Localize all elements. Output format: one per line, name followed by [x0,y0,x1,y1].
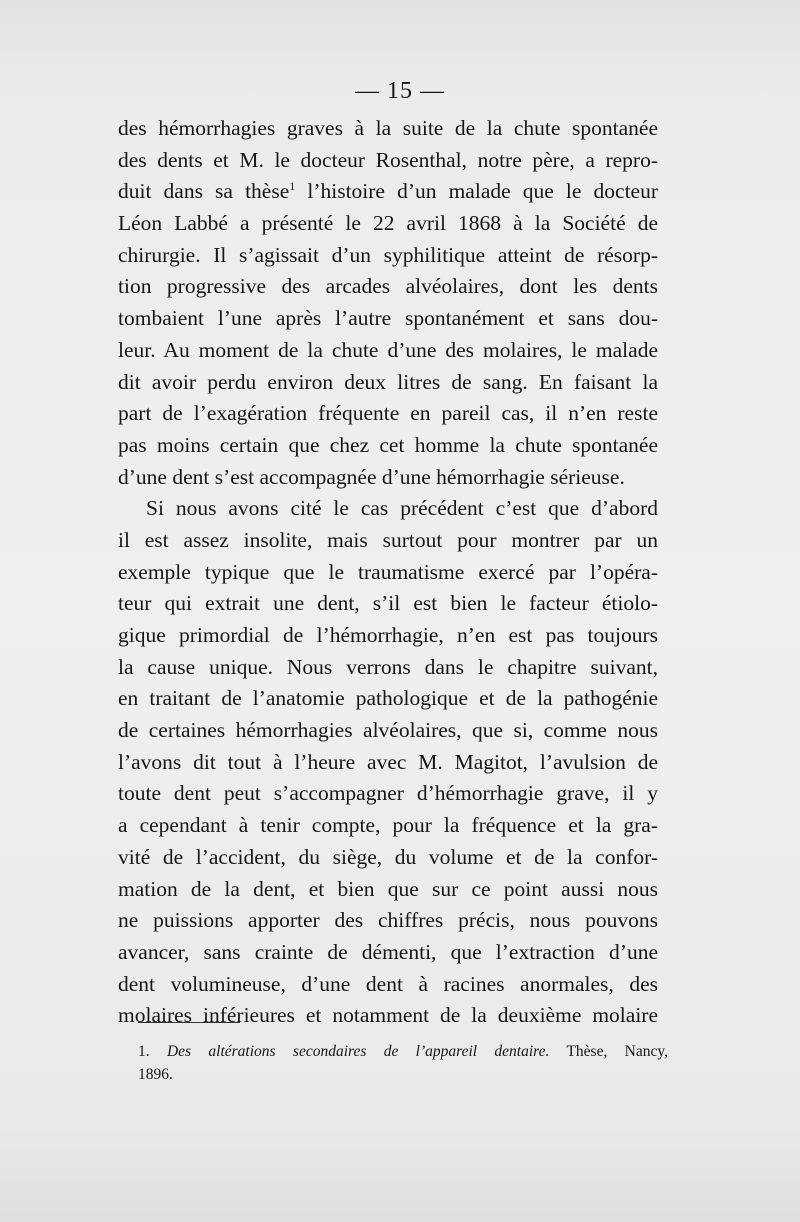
text-line: chirurgie. Il s’agissait d’un syphilitique atteint de résorp- [118,242,658,267]
text-line: tombaient l’une après l’autre spontanément et sans dou- [118,306,658,331]
text-line: part de l’exagération fréquente en pareil cas, il n’en reste [118,401,658,426]
text-line: Si nous avons cité le cas précédent c’est que d’abord [146,496,658,521]
text-line: toute dent peut s’accompagner d’hémorrhagie grave, il y [118,781,658,806]
footnote-year: 1896. [138,1066,173,1083]
text-line: a cependant à tenir compte, pour la fréquence et la gra- [118,813,658,838]
text-line: teur qui extrait une dent, s’il est bien le facteur étiolo- [118,591,658,616]
footnote-number: 1. [138,1043,150,1060]
text-line: l’avons dit tout à l’heure avec M. Magitot, l’avulsion de [118,749,658,774]
text-line: leur. Au moment de la chute d’une des molaires, le malade [118,337,658,362]
text-line: des dents et M. le docteur Rosenthal, notre père, a repro- [118,147,658,172]
text-line: la cause unique. Nous verrons dans le chapitre suivant, [118,654,658,679]
text-line: d’une dent s’est accompagnée d’une hémorrhagie sérieuse. [118,464,625,489]
text-line: en traitant de l’anatomie pathologique et de la pathogénie [118,686,658,711]
footnote-reference: 1 [289,179,296,194]
footnote-line [138,1040,668,1063]
text-line: il est assez insolite, mais surtout pour montrer par un [118,527,658,552]
body-text [118,113,658,1032]
text-line: Léon Labbé a présenté le 22 avril 1868 à la Société de [118,211,658,236]
text-line: vité de l’accident, du siège, du volume et de la confor- [118,844,658,869]
footnote-publication: Thèse, Nancy, [566,1043,668,1060]
page-number: — 15 — [355,78,445,104]
text-line: exemple typique que le traumatisme exercé par l’opéra- [118,559,658,584]
text-line: ne puissions apporter des chiffres précis, nous pouvons [118,908,658,933]
text-line: avancer, sans crainte de démenti, que l’extraction d’une [118,939,658,964]
text-line: gique primordial de l’hémorrhagie, n’en est pas toujours [118,623,658,647]
text-line: mation de la dent, et bien que sur ce point aussi nous [118,876,658,901]
text-line-end: l’histoire d’un malade que le docteur [295,179,658,204]
text-line [118,176,658,208]
text-line-start: duit dans sa thèse [118,179,290,204]
text-line: dit avoir perdu environ deux litres de sang. En faisant la [118,369,658,394]
footnote [138,1040,668,1086]
text-line: de certaines hémorrhagies alvéolaires, que si, comme nous [118,718,658,743]
footnote-title: Des altérations secondaires de l’appareil dentaire. [166,1043,550,1060]
text-line: pas moins certain que chez cet homme la chute spontanée [118,432,658,457]
text-line: tion progressive des arcades alvéolaires, dont les dents [118,274,658,299]
footnote-divider [138,1022,240,1023]
text-line: molaires inférieures et notamment de la deuxième molaire [118,1003,658,1028]
text-line: des hémorrhagies graves à la suite de la chute spontanée [118,116,658,140]
text-line: dent volumineuse, d’une dent à racines anormales, des [118,971,658,996]
